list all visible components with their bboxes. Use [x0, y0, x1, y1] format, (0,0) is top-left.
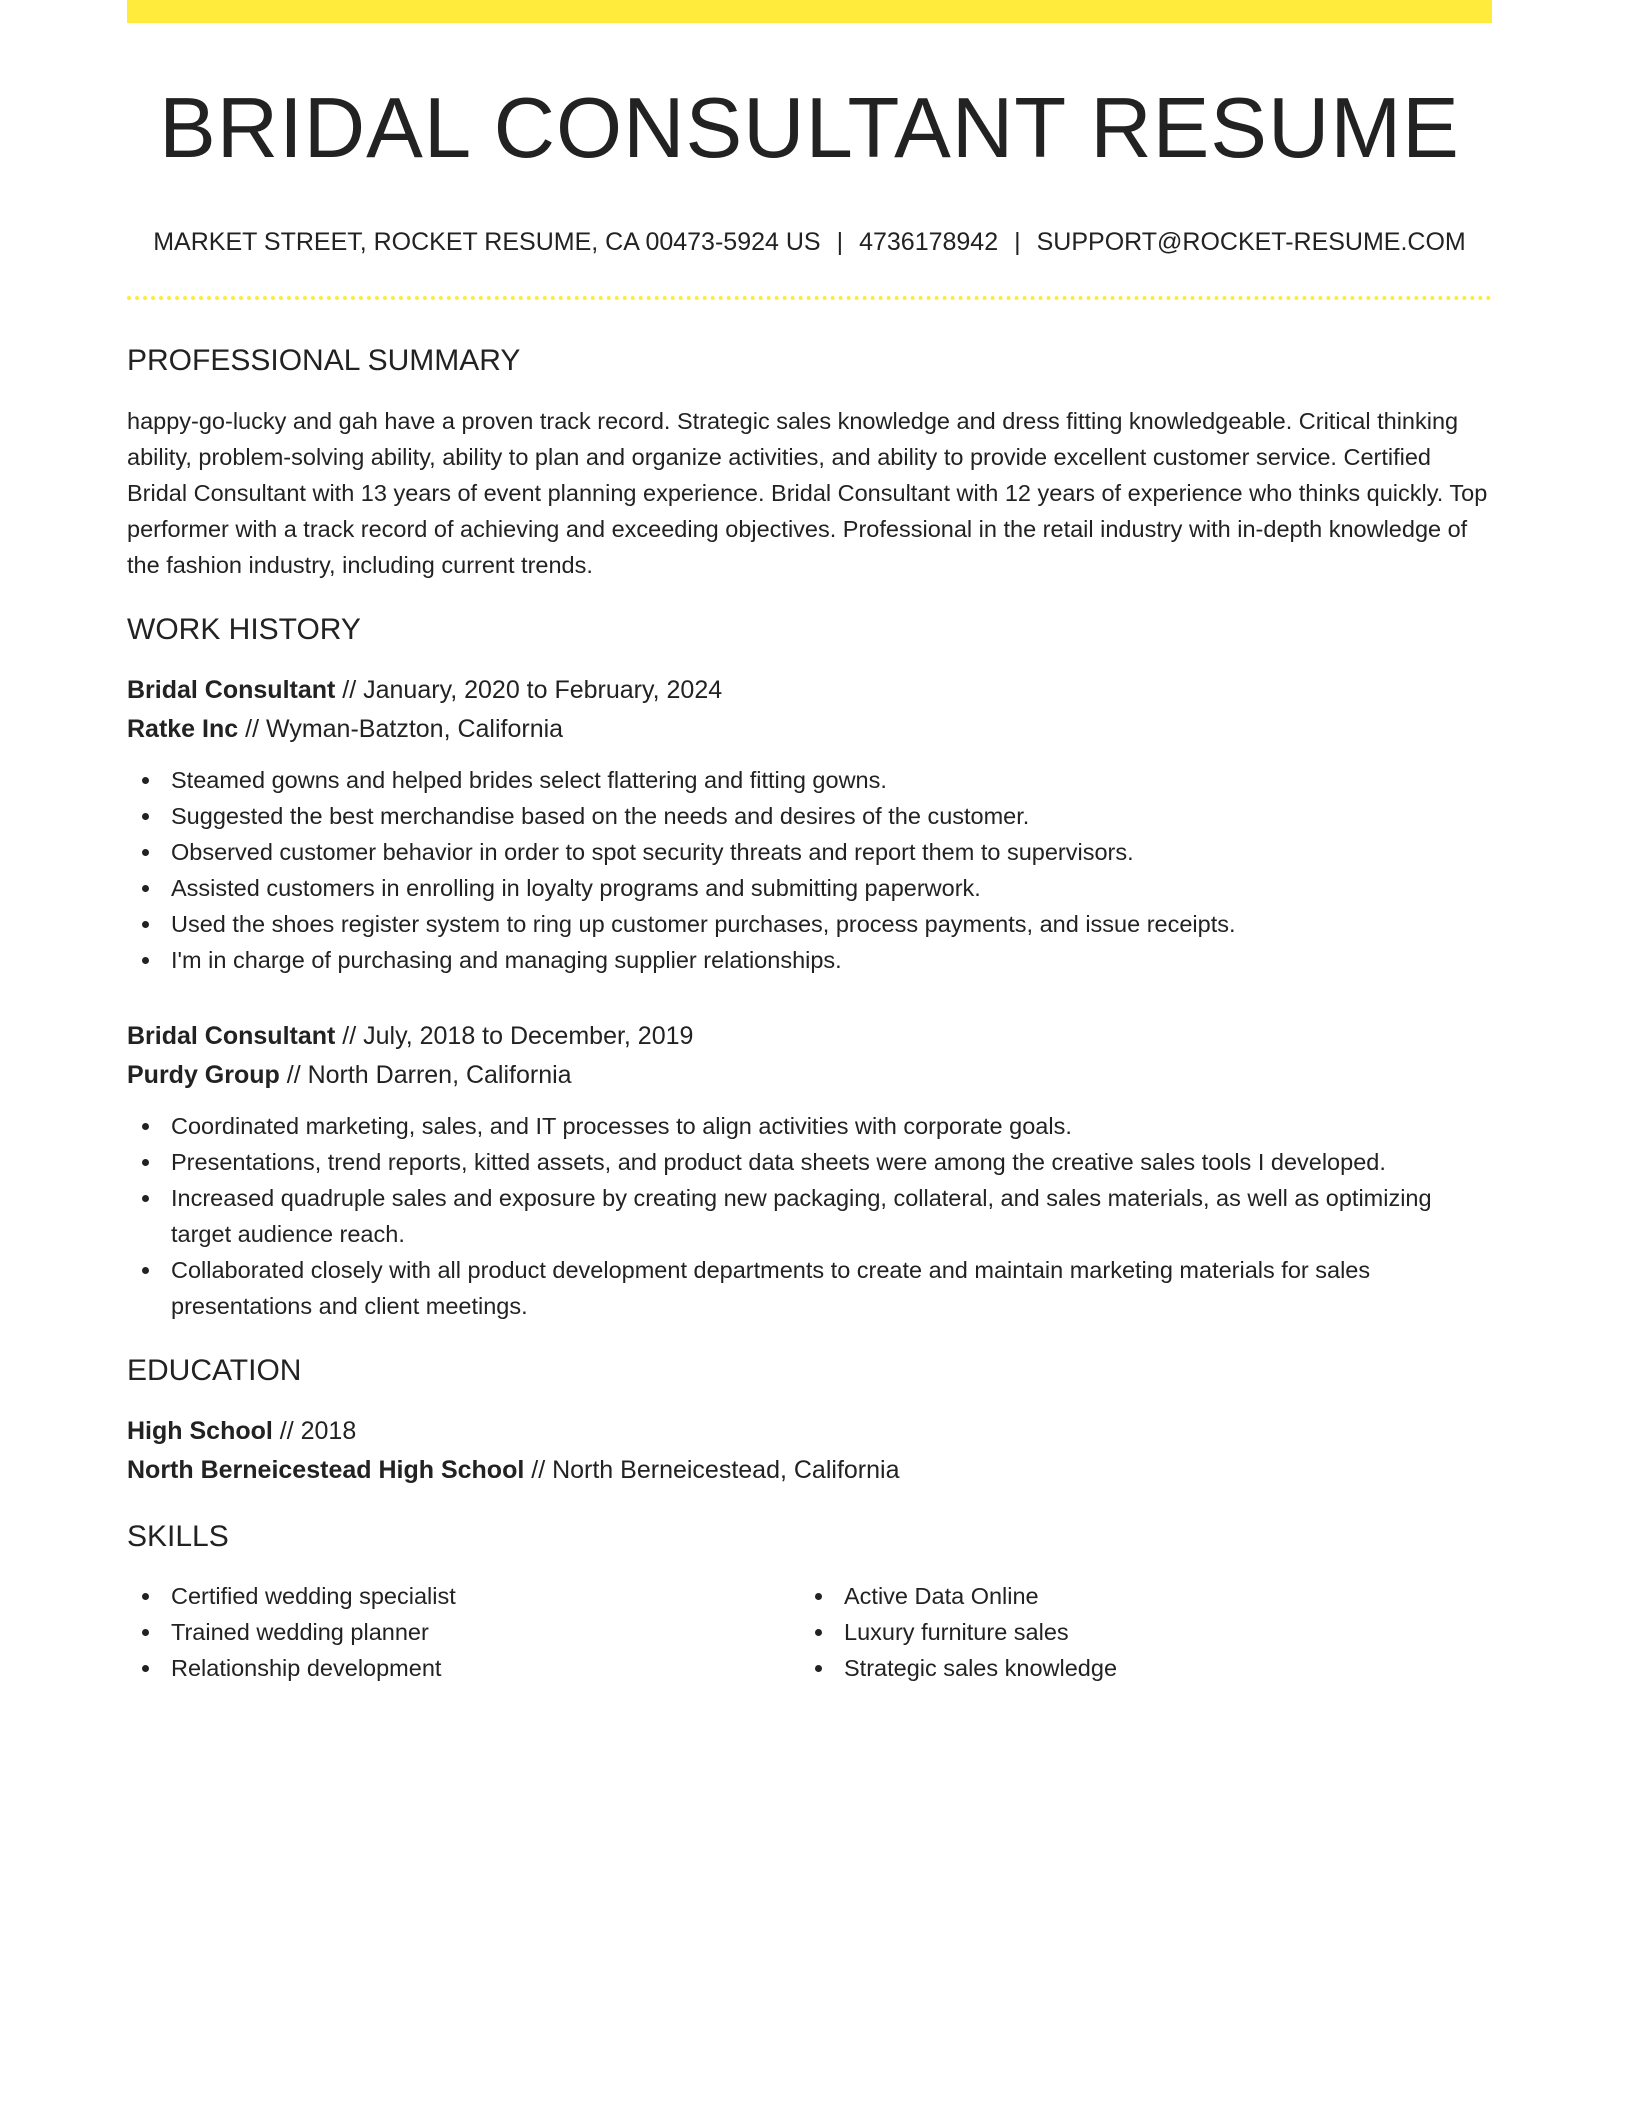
skills-column-left: [127, 1578, 800, 1686]
contact-email: SUPPORT@ROCKET-RESUME.COM: [1036, 228, 1466, 256]
job-location: // Wyman-Batzton, California: [238, 715, 564, 743]
job-company-line: [127, 1056, 1492, 1095]
job-dates: // January, 2020 to February, 2024: [335, 676, 723, 704]
skills-grid: [127, 1578, 1492, 1686]
resume-content: [127, 0, 1492, 1686]
job-bullet: Assisted customers in enrolling in loyalty programs and submitting paperwork.: [127, 870, 1492, 906]
contact-address: MARKET STREET, ROCKET RESUME, CA 00473-5924 US: [153, 228, 821, 256]
job-bullet: Presentations, trend reports, kitted assets, and product data sheets were among the creative sales tools I developed.: [127, 1144, 1492, 1180]
job-location: // North Darren, California: [279, 1061, 572, 1089]
skill-item: Trained wedding planner: [127, 1614, 800, 1650]
job-bullet: Coordinated marketing, sales, and IT processes to align activities with corporate goals.: [127, 1108, 1492, 1144]
contact-separator: |: [836, 228, 844, 256]
dotted-divider: [127, 296, 1492, 300]
job-company: Ratke Inc: [127, 715, 239, 743]
job-bullet: Suggested the best merchandise based on the needs and desires of the customer.: [127, 798, 1492, 834]
summary-heading: PROFESSIONAL SUMMARY: [127, 344, 521, 377]
job-bullet: Used the shoes register system to ring up customer purchases, process payments, and issue receipts.: [127, 906, 1492, 942]
skill-item: Strategic sales knowledge: [800, 1650, 1473, 1686]
resume-title: BRIDAL CONSULTANT RESUME: [159, 81, 1460, 176]
job-bullet: I'm in charge of purchasing and managing supplier relationships.: [127, 942, 1492, 978]
job-bullet: Observed customer behavior in order to spot security threats and report them to supervisors.: [127, 834, 1492, 870]
job-bullet: Steamed gowns and helped brides select flattering and fitting gowns.: [127, 762, 1492, 798]
education-heading: EDUCATION: [127, 1354, 302, 1387]
job-title: Bridal Consultant: [127, 676, 336, 704]
job-dates: // July, 2018 to December, 2019: [335, 1022, 694, 1050]
job-bullet: Collaborated closely with all product development departments to create and maintain marketing materials for sales presentations and client meetings.: [127, 1252, 1492, 1324]
skill-item: Active Data Online: [800, 1578, 1473, 1614]
job-title: Bridal Consultant: [127, 1022, 336, 1050]
skill-item: Relationship development: [127, 1650, 800, 1686]
education-degree: High School: [127, 1417, 273, 1445]
skills-list: [127, 1578, 800, 1686]
education-school-line: [127, 1451, 1492, 1490]
work-history-heading: WORK HISTORY: [127, 613, 361, 646]
skills-list: [800, 1578, 1473, 1686]
job-title-line: [127, 1017, 1492, 1056]
contact-phone: 4736178942: [859, 228, 999, 256]
education-school: North Berneicestead High School: [127, 1456, 525, 1484]
skills-heading: SKILLS: [127, 1520, 229, 1553]
job-bullet-list: [127, 762, 1492, 978]
job-bullet: Increased quadruple sales and exposure by creating new packaging, collateral, and sales materials, as well as optimizing target audience reach.: [127, 1180, 1492, 1252]
job-company-line: [127, 710, 1492, 749]
job-title-line: [127, 671, 1492, 710]
summary-text: happy-go-lucky and gah have a proven track record. Strategic sales knowledge and dress fitting knowledgeable. Critical thinking ability, problem-solving ability, ability to plan and organize activities, and ability to provide excellent customer service. Certified Bridal Consultant with 13 years of event planning experience. Bridal Consultant with 12 years of experience who thinks quickly. Top performer with a track record of achieving and exceeding objectives. Professional in the retail industry with in-depth knowledge of the fashion industry, including current trends.: [127, 408, 1488, 578]
skills-column-right: [800, 1578, 1473, 1686]
contact-line: [127, 227, 1492, 257]
skill-item: Certified wedding specialist: [127, 1578, 800, 1614]
skill-item: Luxury furniture sales: [800, 1614, 1473, 1650]
contact-separator: |: [1014, 228, 1021, 256]
job-bullet-list: [127, 1108, 1492, 1324]
education-year: // 2018: [272, 1417, 357, 1445]
education-degree-line: [127, 1412, 1492, 1451]
job-company: Purdy Group: [127, 1061, 280, 1089]
education-location: // North Berneicestead, California: [524, 1456, 900, 1484]
